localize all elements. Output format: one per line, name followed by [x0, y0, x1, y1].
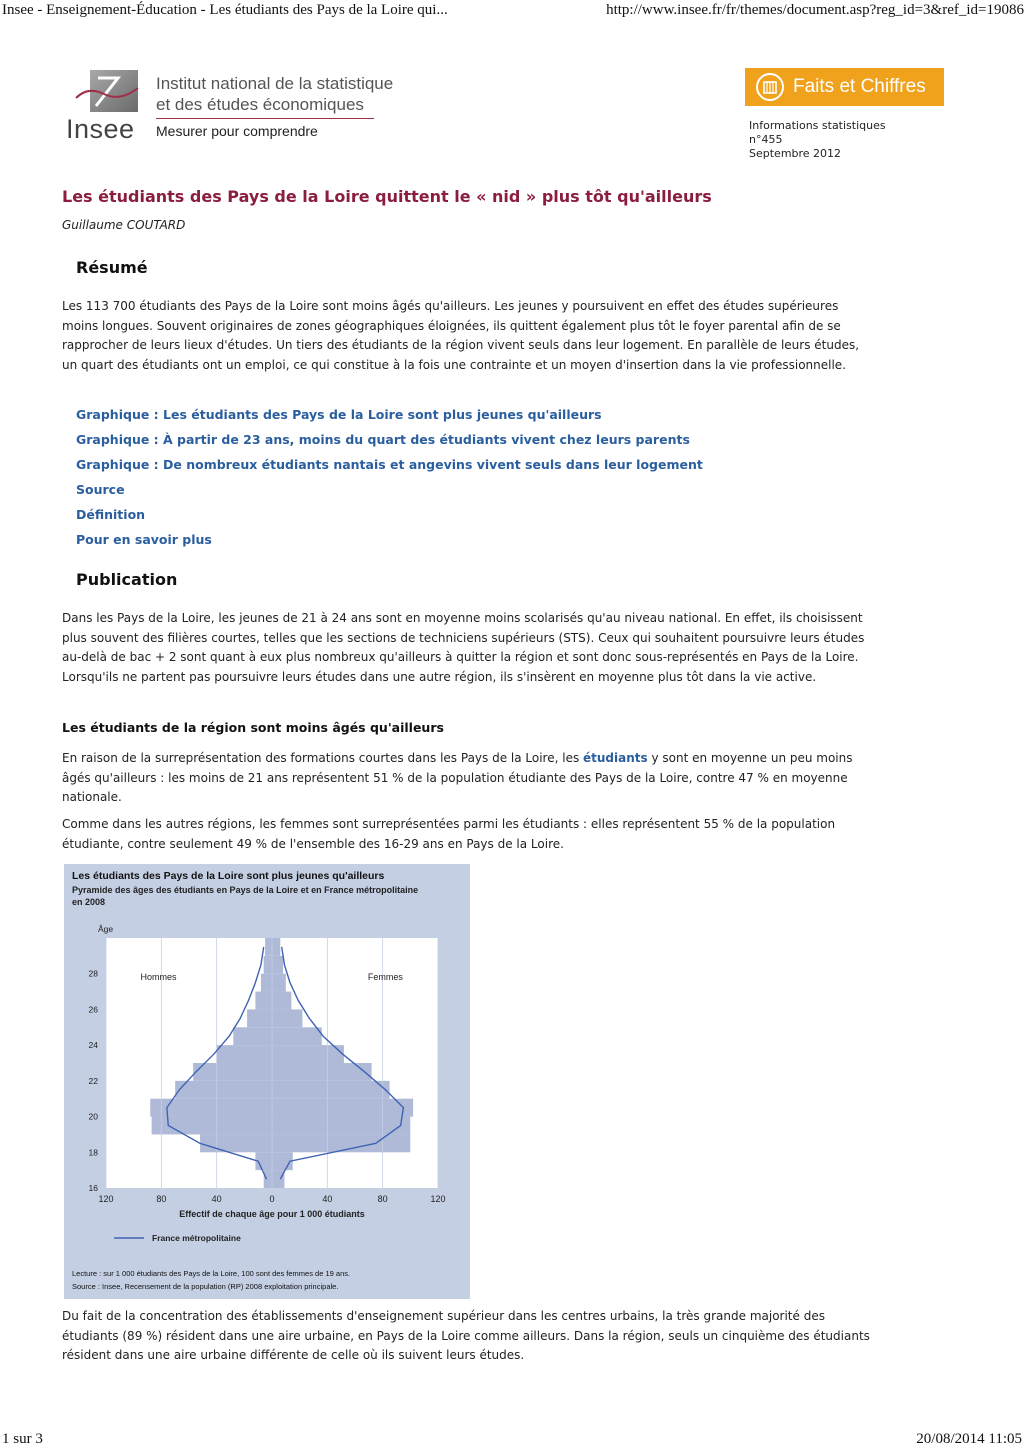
y-tick-label: 26: [88, 1004, 98, 1015]
paragraph-women-share: Comme dans les autres régions, les femmes sont surreprésentées parmi les étudiants : elles représentent 55 % de la population étudiante, contre seulement 49 % de l'ensemble des 16-29 ans en Pays de la Loire.: [62, 817, 836, 851]
x-tick-label: 80: [377, 1194, 388, 1204]
bar-hommes: [193, 1063, 272, 1081]
bar-femmes: [272, 974, 286, 992]
toc-link-pour-en-savoir-plus[interactable]: Pour en savoir plus: [76, 532, 212, 547]
paragraph-urban-areas: Du fait de la concentration des établissements d'enseignement supérieur dans les centres urbains, la très grande majorité des étudiants (89 %) résident dans une aire urbaine, en Pays de la Loire comme ailleurs. Dans la région, seuls un cinquième des étudiants résident dans une aire urbaine différente de celle où ils suivent leurs études.: [62, 1309, 870, 1363]
section-subheading: Les étudiants de la région sont moins âgés qu'ailleurs: [62, 720, 444, 735]
x-axis-title: Effectif de chaque âge pour 1 000 étudiants: [179, 1209, 365, 1219]
y-tick-label: 22: [88, 1075, 98, 1086]
bar-hommes: [233, 1027, 272, 1045]
pyramid-plot: [64, 864, 470, 1299]
chart-subtitle-year: en 2008: [72, 897, 106, 907]
x-tick-label: 0: [269, 1194, 275, 1204]
print-footer-page: 1 sur 3: [2, 1431, 43, 1447]
x-tick-label: 40: [211, 1194, 222, 1204]
y-axis-title: Âge: [98, 924, 114, 934]
bar-hommes: [255, 992, 272, 1010]
bar-hommes: [261, 974, 272, 992]
info-date: Septembre 2012: [749, 147, 842, 160]
age-pyramid-chart: [64, 864, 470, 1299]
toc-link-source[interactable]: Source: [76, 482, 125, 497]
y-tick-label: 24: [88, 1040, 98, 1051]
bar-hommes: [217, 1045, 272, 1063]
publication-heading: Publication: [76, 570, 178, 589]
article-title: Les étudiants des Pays de la Loire quittent le « nid » plus tôt qu'ailleurs: [62, 187, 712, 206]
print-header-title: Insee - Enseignement-Éducation - Les étudiants des Pays de la Loire qui...: [2, 2, 448, 18]
femmes-label: Femmes: [367, 972, 403, 982]
paragraph-students-age: [62, 749, 872, 808]
faits-et-chiffres-label: Faits et Chiffres: [793, 76, 926, 97]
logo-wordmark: Insee: [66, 114, 135, 144]
faits-et-chiffres-badge[interactable]: [745, 68, 944, 106]
toc-link-graphique-3[interactable]: Graphique : De nombreux étudiants nantais et angevins vivent seuls dans leur logement: [76, 457, 703, 472]
etudiants-definition-link[interactable]: étudiants: [583, 751, 648, 765]
bar-femmes: [272, 1045, 344, 1063]
bar-femmes: [272, 1009, 302, 1027]
bar-femmes: [272, 1134, 410, 1152]
chart-subtitle: Pyramide des âges des étudiants en Pays de la Loire et en France métropolitaine: [72, 885, 419, 895]
info-number: n°455: [749, 133, 783, 146]
x-tick-label: 120: [98, 1194, 114, 1204]
toc-link-graphique-2[interactable]: Graphique : À partir de 23 ans, moins du quart des étudiants vivent chez leurs parents: [76, 432, 690, 447]
bar-hommes: [264, 1170, 272, 1188]
bar-femmes: [272, 1117, 410, 1135]
x-tick-label: 80: [156, 1194, 167, 1204]
info-series: Informations statistiques: [749, 119, 886, 132]
bar-hommes: [175, 1081, 272, 1099]
toc-link-graphique-1[interactable]: Graphique : Les étudiants des Pays de la Loire sont plus jeunes qu'ailleurs: [76, 407, 602, 422]
table-of-contents: [76, 405, 703, 555]
logo-line1: Institut national de la statistique: [156, 74, 394, 93]
x-tick-label: 40: [322, 1194, 333, 1204]
bar-hommes: [247, 1009, 272, 1027]
hommes-label: Hommes: [140, 972, 177, 982]
legend-label: France métropolitaine: [152, 1233, 241, 1243]
insee-logo[interactable]: [64, 68, 394, 146]
publication-info: [749, 119, 886, 161]
bar-femmes: [272, 956, 283, 974]
paragraph-students-age-start: En raison de la surreprésentation des formations courtes dans les Pays de la Loire, les: [62, 751, 584, 765]
bar-femmes: [272, 1081, 390, 1099]
bar-femmes: [272, 1099, 413, 1117]
print-footer-datetime: 20/08/2014 11:05: [916, 1431, 1022, 1447]
print-header: [0, 0, 1024, 22]
toc-link-definition[interactable]: Définition: [76, 507, 146, 522]
insee-emblem-icon: [68, 68, 148, 118]
bar-femmes: [272, 938, 280, 956]
logo-divider: [156, 118, 374, 119]
article-author: Guillaume COUTARD: [62, 218, 186, 232]
bar-hommes: [150, 1099, 272, 1117]
chart-note-lecture: Lecture : sur 1 000 étudiants des Pays de la Loire, 100 sont des femmes de 19 ans.: [72, 1269, 351, 1278]
resume-heading: Résumé: [76, 258, 148, 277]
bar-hommes: [152, 1117, 272, 1135]
chart-note-source: Source : Insee, Recensement de la population (RP) 2008 exploitation principale.: [72, 1282, 339, 1291]
bar-femmes: [272, 1170, 284, 1188]
bar-femmes: [272, 1027, 322, 1045]
bar-hommes: [264, 956, 272, 974]
chart-title: Les étudiants des Pays de la Loire sont plus jeunes qu'ailleurs: [72, 870, 385, 882]
resume-text: Les 113 700 étudiants des Pays de la Loire sont moins âgés qu'ailleurs. Les jeunes y poursuivent en effet des études supérieures moins longues. Souvent originaires de zones géographiques éloignées, ils quittent également plus tôt le foyer parental afin de se rapprocher de leurs lieux d'études. Un tiers des étudiants de la région vivent seuls dans leur logement. En parallèle de leurs études, un quart des étudiants ont un emploi, ce qui constitue à la fois une contrainte et un moyen d'insertion dans la vie professionnelle.: [62, 299, 860, 373]
print-footer: [0, 1428, 1024, 1450]
y-tick-label: 16: [88, 1183, 98, 1193]
logo-tagline: Mesurer pour comprendre: [156, 123, 318, 139]
logo-line2: et des études économiques: [156, 95, 364, 114]
print-header-url: http://www.insee.fr/fr/themes/document.asp?reg_id=3&ref_id=19086: [606, 2, 1024, 18]
x-tick-label: 120: [430, 1194, 446, 1204]
bar-hommes: [265, 938, 272, 956]
bar-femmes: [272, 992, 291, 1010]
bar-hommes: [200, 1134, 272, 1152]
y-tick-label: 18: [88, 1147, 98, 1158]
paragraph-students-age-end: y sont en moyenne un peu moins âgés qu'ailleurs : les moins de 21 ans représentent 51 % de la population étudiante des Pays de la Loire, contre 47 % en moyenne nationale.: [62, 751, 853, 805]
y-tick-label: 28: [88, 968, 98, 979]
y-tick-label: 20: [88, 1111, 98, 1122]
publication-text: Dans les Pays de la Loire, les jeunes de 21 à 24 ans sont en moyenne moins scolarisés qu'au niveau national. En effet, ils choisissent plus souvent des filières courtes, telles que les sections de techniciens supérieurs (STS). Ceux qui souhaitent poursuivre leurs études au-delà de bac + 2 sont quant à eux plus nombreux qu'ailleurs à quitter la région et sont donc sous-représentés en Pays de la Loire. Lorsqu'ils ne partent pas poursuivre leurs études dans une autre région, ils s'insèrent en moyenne plus tôt dans la vie active.: [62, 611, 865, 685]
building-icon: [755, 72, 785, 102]
